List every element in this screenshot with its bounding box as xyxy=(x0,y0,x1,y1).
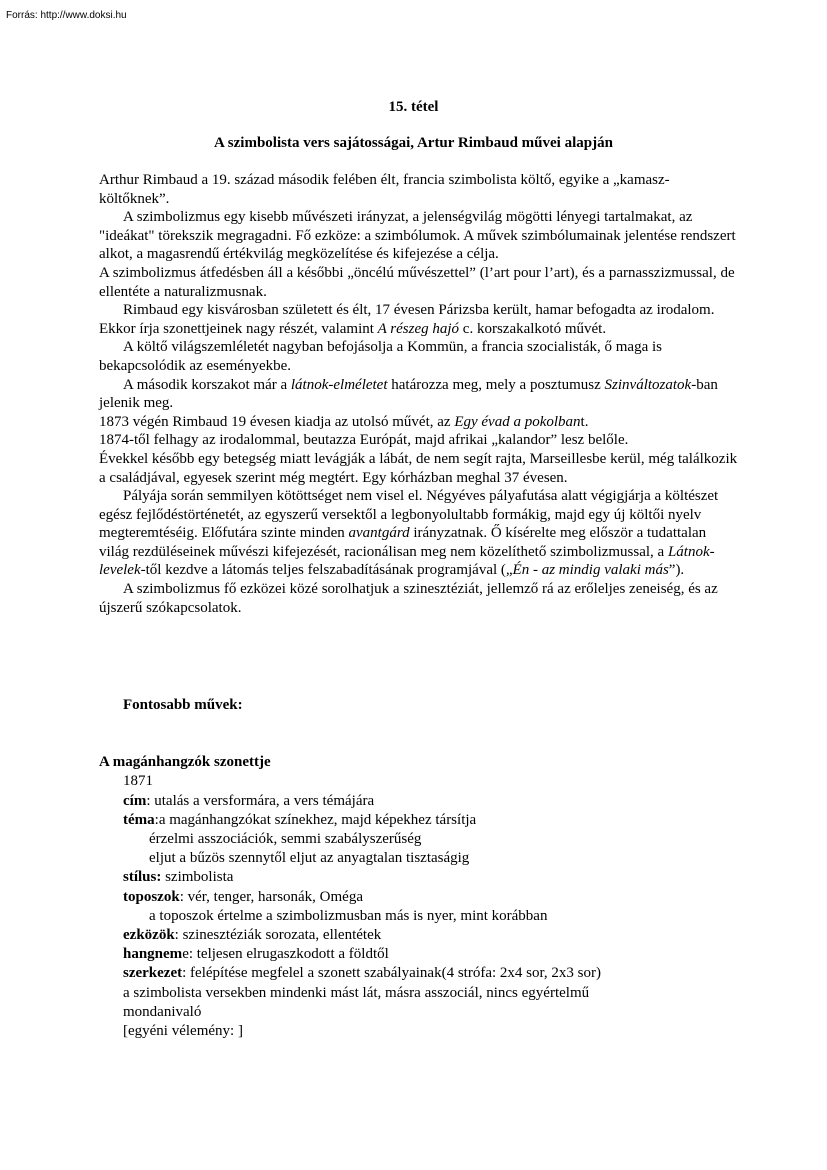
paragraph-symbolism: A szimbolizmus egy kisebb művészeti irányzat, a jelenségvilág mögötti lényegi tartalmakat, az "ideákat" törekszik megragadni. Fő ezköze: a szimbólumok. A művek szimbólumainak jelentése rendszert alkot, a magasrendű értékvilág megközelítése és kifejezése a célja. xyxy=(99,209,736,263)
value: e: teljesen elrugaszkodott a földtől xyxy=(182,946,389,963)
italic-term: avantgárd xyxy=(348,525,410,542)
value: : utalás a versformára, a vers témájára xyxy=(146,792,375,809)
work-title: Egy évad a pokolban xyxy=(454,413,581,430)
text: -től kezdve a látomás teljes felszabadításának programjával („ xyxy=(140,562,513,579)
document-body xyxy=(99,171,739,617)
work-szerkezet-line: mondanivaló xyxy=(123,1003,202,1020)
work-cim xyxy=(99,792,739,811)
italic-term: látnok-elméletet xyxy=(290,376,388,393)
paragraph-tools: A szimbolizmus fő ezközei közé sorolhatjuk a szinesztéziát, jellemző rá az erőleljes zeneiség, és az újszerű szókapcsolatok. xyxy=(99,581,718,616)
value: :a magánhangzókat színekhez, majd képekhez társítja xyxy=(154,811,477,828)
works-heading-text: Fontosabb művek: xyxy=(123,697,243,713)
work-title-text: A magánhangzók szonettje xyxy=(99,754,271,771)
paragraph-1873 xyxy=(99,413,739,432)
paragraph-overlap: A szimbolizmus átfedésben áll a későbbi „öncélú művészettel” (l’art pour l’art), és a parnasszizmussal, de ellentéte a naturalizmusnak. xyxy=(99,264,735,300)
work-ezkozok xyxy=(99,926,739,945)
work-szerkezet xyxy=(99,964,739,983)
value: szimbolista xyxy=(161,869,234,886)
text: c. korszakalkotó művét. xyxy=(459,320,607,337)
paragraph-intro: Arthur Rimbaud a 19. század második felében élt, francia szimbolista költő, egyike a „kamasz-költőknek”. xyxy=(99,172,670,207)
spacer xyxy=(99,734,739,753)
paragraph-second-period xyxy=(99,376,739,413)
document-title: A szimbolista vers sajátosságai, Artur Rimbaud művei alapján xyxy=(214,135,613,151)
work-toposzok xyxy=(99,888,739,907)
work-title: A részeg hajó xyxy=(377,320,460,337)
work-tema-line: eljut a bűzös szennytől eljut az anyagtalan tisztaságig xyxy=(149,850,470,867)
text: Pályája során semmilyen kötöttséget nem visel el. Négyéves pályafutása alatt végigjárja a költészet egész fejlődéstörténetét, az egyszerű versektől a legbonyolultabb formákig, majd egy új költői nyelv megteremtéséig. Előfutára szinte minden xyxy=(99,488,719,542)
value: : szinesztéziák sorozata, ellentétek xyxy=(174,927,382,944)
paragraph-early-life xyxy=(99,301,739,338)
label: toposzok xyxy=(123,888,180,905)
spacer xyxy=(99,715,739,734)
label: cím xyxy=(123,792,147,809)
paragraph-1874: 1874-től felhagy az irodalommal, beutazza Európát, majd afrikai „kalandor” lesz belőle. xyxy=(99,432,629,449)
text: A második korszakot már a xyxy=(123,376,291,393)
text: irányzatnak. Ő kísérelte meg először a tudattalan világ rezdüléseinek művészi kifejezését, racionálisan meg nem közelíthető szimbolizmussal, a xyxy=(99,525,707,560)
text: határozza meg, mely a posztumusz xyxy=(387,376,605,393)
label: stílus: xyxy=(123,869,162,886)
work-hangnem xyxy=(99,945,739,964)
work-tema-line: érzelmi asszociációk, semmi szabályszerűség xyxy=(149,831,422,848)
label: hangnem xyxy=(123,946,183,963)
label: téma xyxy=(123,811,155,828)
work-title: Szinváltozatok xyxy=(604,376,692,393)
document-number: 15. tétel xyxy=(388,99,439,115)
label: szerkezet xyxy=(123,965,183,982)
source-url: Forrás: http://www.doksi.hu xyxy=(6,10,127,21)
quote: Én - az mindig valaki más xyxy=(512,562,669,579)
work-stilus xyxy=(99,868,739,887)
work-title-heading xyxy=(99,753,739,772)
work-year: 1871 xyxy=(123,773,153,790)
paragraph-commune: A költő világszemléletét nagyban befojásolja a Kommün, a francia szocialisták, ő maga is bekapcsolódik az eseményekbe. xyxy=(99,339,662,374)
paragraph-later-years: Évekkel később egy betegség miatt levágják a lábát, de nem segít rajta, Marseillesbe kerül, még találkozik a családjával, egyesek szerint még megtért. Egy kórházban meghal 37 évesen. xyxy=(99,450,738,486)
work-opinion: [egyéni vélemény: ] xyxy=(123,1023,243,1040)
text: Rimbaud egy kisvárosban született és élt, 17 évesen Párizsba került, hamar befogadta az irodalom. Ekkor írja szonettjeinek nagy részét, valamint xyxy=(99,302,715,337)
paragraph-career xyxy=(99,487,739,580)
label: ezközök xyxy=(123,927,175,944)
value: : vér, tenger, harsonák, Oméga xyxy=(179,888,363,905)
text: t. xyxy=(580,413,589,430)
work-title: Látnok-levelek xyxy=(99,543,715,579)
work-toposzok-line: a toposzok értelme a szimbolizmusban más is nyer, mint korábban xyxy=(149,907,548,924)
work-tema xyxy=(99,811,739,830)
text: ”). xyxy=(668,562,685,579)
value: : felépítése megfelel a szonett szabályainak(4 strófa: 2x4 sor, 2x3 sor) xyxy=(182,965,601,982)
work-szerkezet-line: a szimbolista versekben mindenki mást lát, másra asszociál, nincs egyértelmű xyxy=(123,984,590,1001)
text: 1873 végén Rimbaud 19 évesen kiadja az utolsó művét, az xyxy=(99,413,455,430)
works-heading xyxy=(99,696,739,715)
works-section xyxy=(99,696,739,1041)
text: -ban jelenik meg. xyxy=(99,376,718,412)
